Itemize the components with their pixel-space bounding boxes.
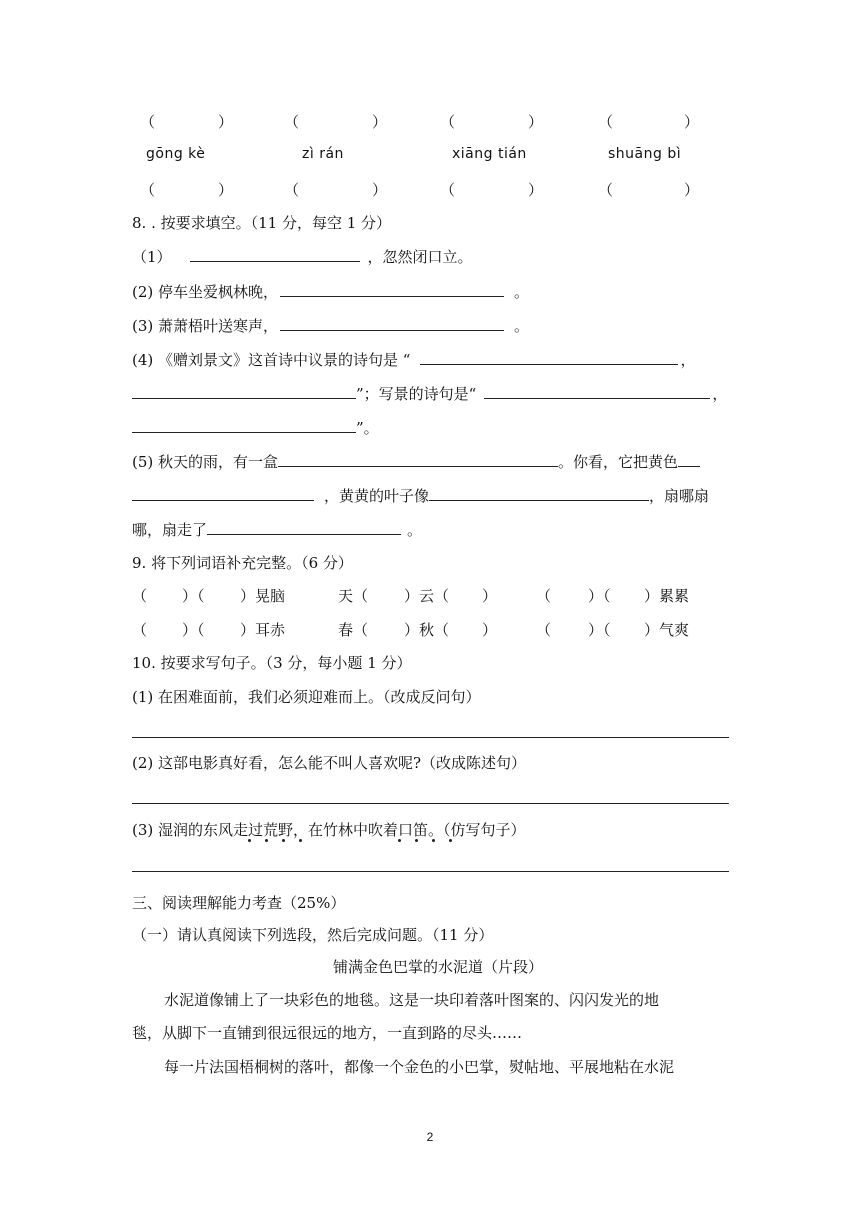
idiom-part: ）累累 — [644, 587, 690, 605]
idiom-part: ）（ — [182, 621, 205, 639]
idiom-part: ） — [482, 621, 498, 639]
q8-line-2 — [132, 282, 529, 302]
q8-l5-text: ”；写景的诗句是“ — [356, 385, 477, 403]
idiom-part: （ — [132, 587, 148, 605]
q8-l4-text: (4) 《赠刘景文》这首诗中议景的诗句是 “ — [132, 351, 411, 369]
q8-l8-text: ，黄黄的叶子像 — [324, 487, 430, 505]
emphasis-dot — [432, 839, 435, 842]
blank-open: （ — [140, 181, 156, 199]
q8-l4-end: ， — [680, 351, 696, 369]
page-number: 2 — [426, 1130, 434, 1144]
q8-l3-end: 。 — [514, 317, 530, 335]
q8-line-7 — [132, 452, 700, 472]
blank-close: ） — [528, 113, 544, 131]
idiom-part: 天（ — [338, 587, 369, 605]
q9-row-1 — [132, 585, 732, 605]
idiom-part: ）云（ — [404, 587, 450, 605]
blank-close: ） — [372, 113, 388, 131]
answer-blank[interactable] — [190, 247, 360, 262]
q8-l2-text: (2) 停车坐爱枫林晚， — [132, 283, 279, 301]
answer-blank[interactable] — [132, 486, 314, 501]
blank-open: （ — [284, 113, 300, 131]
q8-line-5 — [132, 384, 727, 404]
reading-para-2-line-1: 每一片法国梧桐树的落叶，都像一个金色的小巴掌，熨帖地、平展地粘在水泥 — [164, 1058, 675, 1076]
emphasis-dot — [449, 839, 452, 842]
q10-sentence-2: (2) 这部电影真好看，怎么能不叫人喜欢呢?（改成陈述句） — [132, 754, 527, 772]
emphasis-dot — [248, 839, 251, 842]
q8-l6-end: ”。 — [356, 419, 379, 437]
idiom-part: ）秋（ — [404, 621, 450, 639]
answer-blank[interactable] — [429, 486, 649, 501]
answer-blank[interactable] — [280, 316, 504, 331]
idiom-part: （ — [536, 587, 552, 605]
blank-close: ） — [684, 181, 700, 199]
q9-row-2 — [132, 619, 732, 639]
idiom-part: ）气爽 — [644, 621, 690, 639]
answer-blank[interactable] — [678, 452, 700, 467]
pinyin-word: shuāng bì — [608, 146, 682, 162]
answer-line[interactable] — [132, 737, 729, 738]
section-3-heading: 三、阅读理解能力考查（25%） — [132, 894, 346, 912]
idiom-part: ）晃脑 — [240, 587, 286, 605]
idiom-part: 春（ — [338, 621, 369, 639]
answer-blank[interactable] — [278, 452, 558, 467]
q8-title: 8. . 按要求填空。（11 分，每空 1 分） — [132, 214, 392, 232]
pinyin-words-row — [132, 146, 732, 166]
q8-line-9 — [132, 520, 422, 540]
blank-close: ） — [372, 181, 388, 199]
emphasis-dot — [398, 839, 401, 842]
q10-sentence-1: (1) 在困难面前，我们必须迎难而上。（改成反问句） — [132, 688, 481, 706]
blank-close: ） — [684, 113, 700, 131]
q8-l7-text: (5) 秋天的雨，有一盒 — [132, 453, 279, 471]
reading-intro: （一）请认真阅读下列选段，然后完成问题。（11 分） — [132, 926, 494, 944]
q8-l9-text: 哪，扇走了 — [132, 521, 208, 539]
blank-close: ） — [218, 113, 234, 131]
answer-blank[interactable] — [484, 384, 710, 399]
blank-open: （ — [284, 181, 300, 199]
pinyin-blanks-row-bottom — [132, 179, 732, 199]
q8-l1-label: （1） — [132, 248, 172, 266]
q8-l2-end: 。 — [514, 283, 530, 301]
q8-l3-text: (3) 萧萧梧叶送寒声， — [132, 317, 279, 335]
idiom-part: （ — [536, 621, 552, 639]
idiom-part: ）（ — [588, 587, 611, 605]
answer-line[interactable] — [132, 803, 729, 804]
answer-blank[interactable] — [207, 520, 401, 535]
idiom-part: ） — [482, 587, 498, 605]
answer-blank[interactable] — [132, 418, 356, 433]
reading-title: 铺满金色巴掌的水泥道（片段） — [332, 958, 543, 976]
pinyin-blanks-row-top — [132, 111, 732, 131]
answer-blank[interactable] — [420, 350, 678, 365]
q8-l7-mid: 。你看，它把黄色 — [558, 453, 679, 471]
q8-line-6 — [132, 418, 379, 438]
q8-l5-end: ， — [712, 385, 728, 403]
blank-open: （ — [598, 181, 614, 199]
q8-line-1 — [132, 247, 473, 267]
idiom-part: （ — [132, 621, 148, 639]
blank-open: （ — [598, 113, 614, 131]
reading-para-1-line-1: 水泥道像铺上了一块彩色的地毯。这是一块印着落叶图案的、闪闪发光的地 — [164, 991, 660, 1009]
answer-blank[interactable] — [280, 282, 504, 297]
pinyin-word: gōng kè — [146, 146, 206, 162]
emphasis-dot — [299, 839, 302, 842]
idiom-part: ）耳赤 — [240, 621, 286, 639]
blank-open: （ — [440, 113, 456, 131]
pinyin-word: xiāng tián — [452, 146, 527, 162]
reading-para-1-line-2: 毯，从脚下一直铺到很远很远的地方，一直到路的尽头…… — [132, 1024, 523, 1042]
q8-l8-end: ，扇哪扇 — [649, 487, 710, 505]
q8-line-4 — [132, 350, 695, 370]
blank-close: ） — [528, 181, 544, 199]
blank-close: ） — [218, 181, 234, 199]
idiom-part: ）（ — [182, 587, 205, 605]
idiom-part: ）（ — [588, 621, 611, 639]
q8-l9-end: 。 — [407, 521, 423, 539]
emphasis-dot — [415, 839, 418, 842]
q10-title: 10. 按要求写句子。（3 分，每小题 1 分） — [132, 654, 412, 672]
q8-l1-text: ，忽然闭口立。 — [367, 248, 473, 266]
q10-sentence-3: (3) 湿润的东风走过荒野，在竹林中吹着口笛。（仿写句子） — [132, 821, 526, 839]
answer-blank[interactable] — [132, 384, 356, 399]
pinyin-word: zì rán — [302, 146, 344, 162]
blank-open: （ — [440, 181, 456, 199]
emphasis-dot — [265, 839, 268, 842]
q8-line-3 — [132, 316, 529, 336]
answer-line[interactable] — [132, 871, 729, 872]
q8-line-8 — [132, 486, 709, 506]
blank-open: （ — [140, 113, 156, 131]
emphasis-dot — [282, 839, 285, 842]
q9-title: 9. 将下列词语补充完整。（6 分） — [132, 554, 353, 572]
